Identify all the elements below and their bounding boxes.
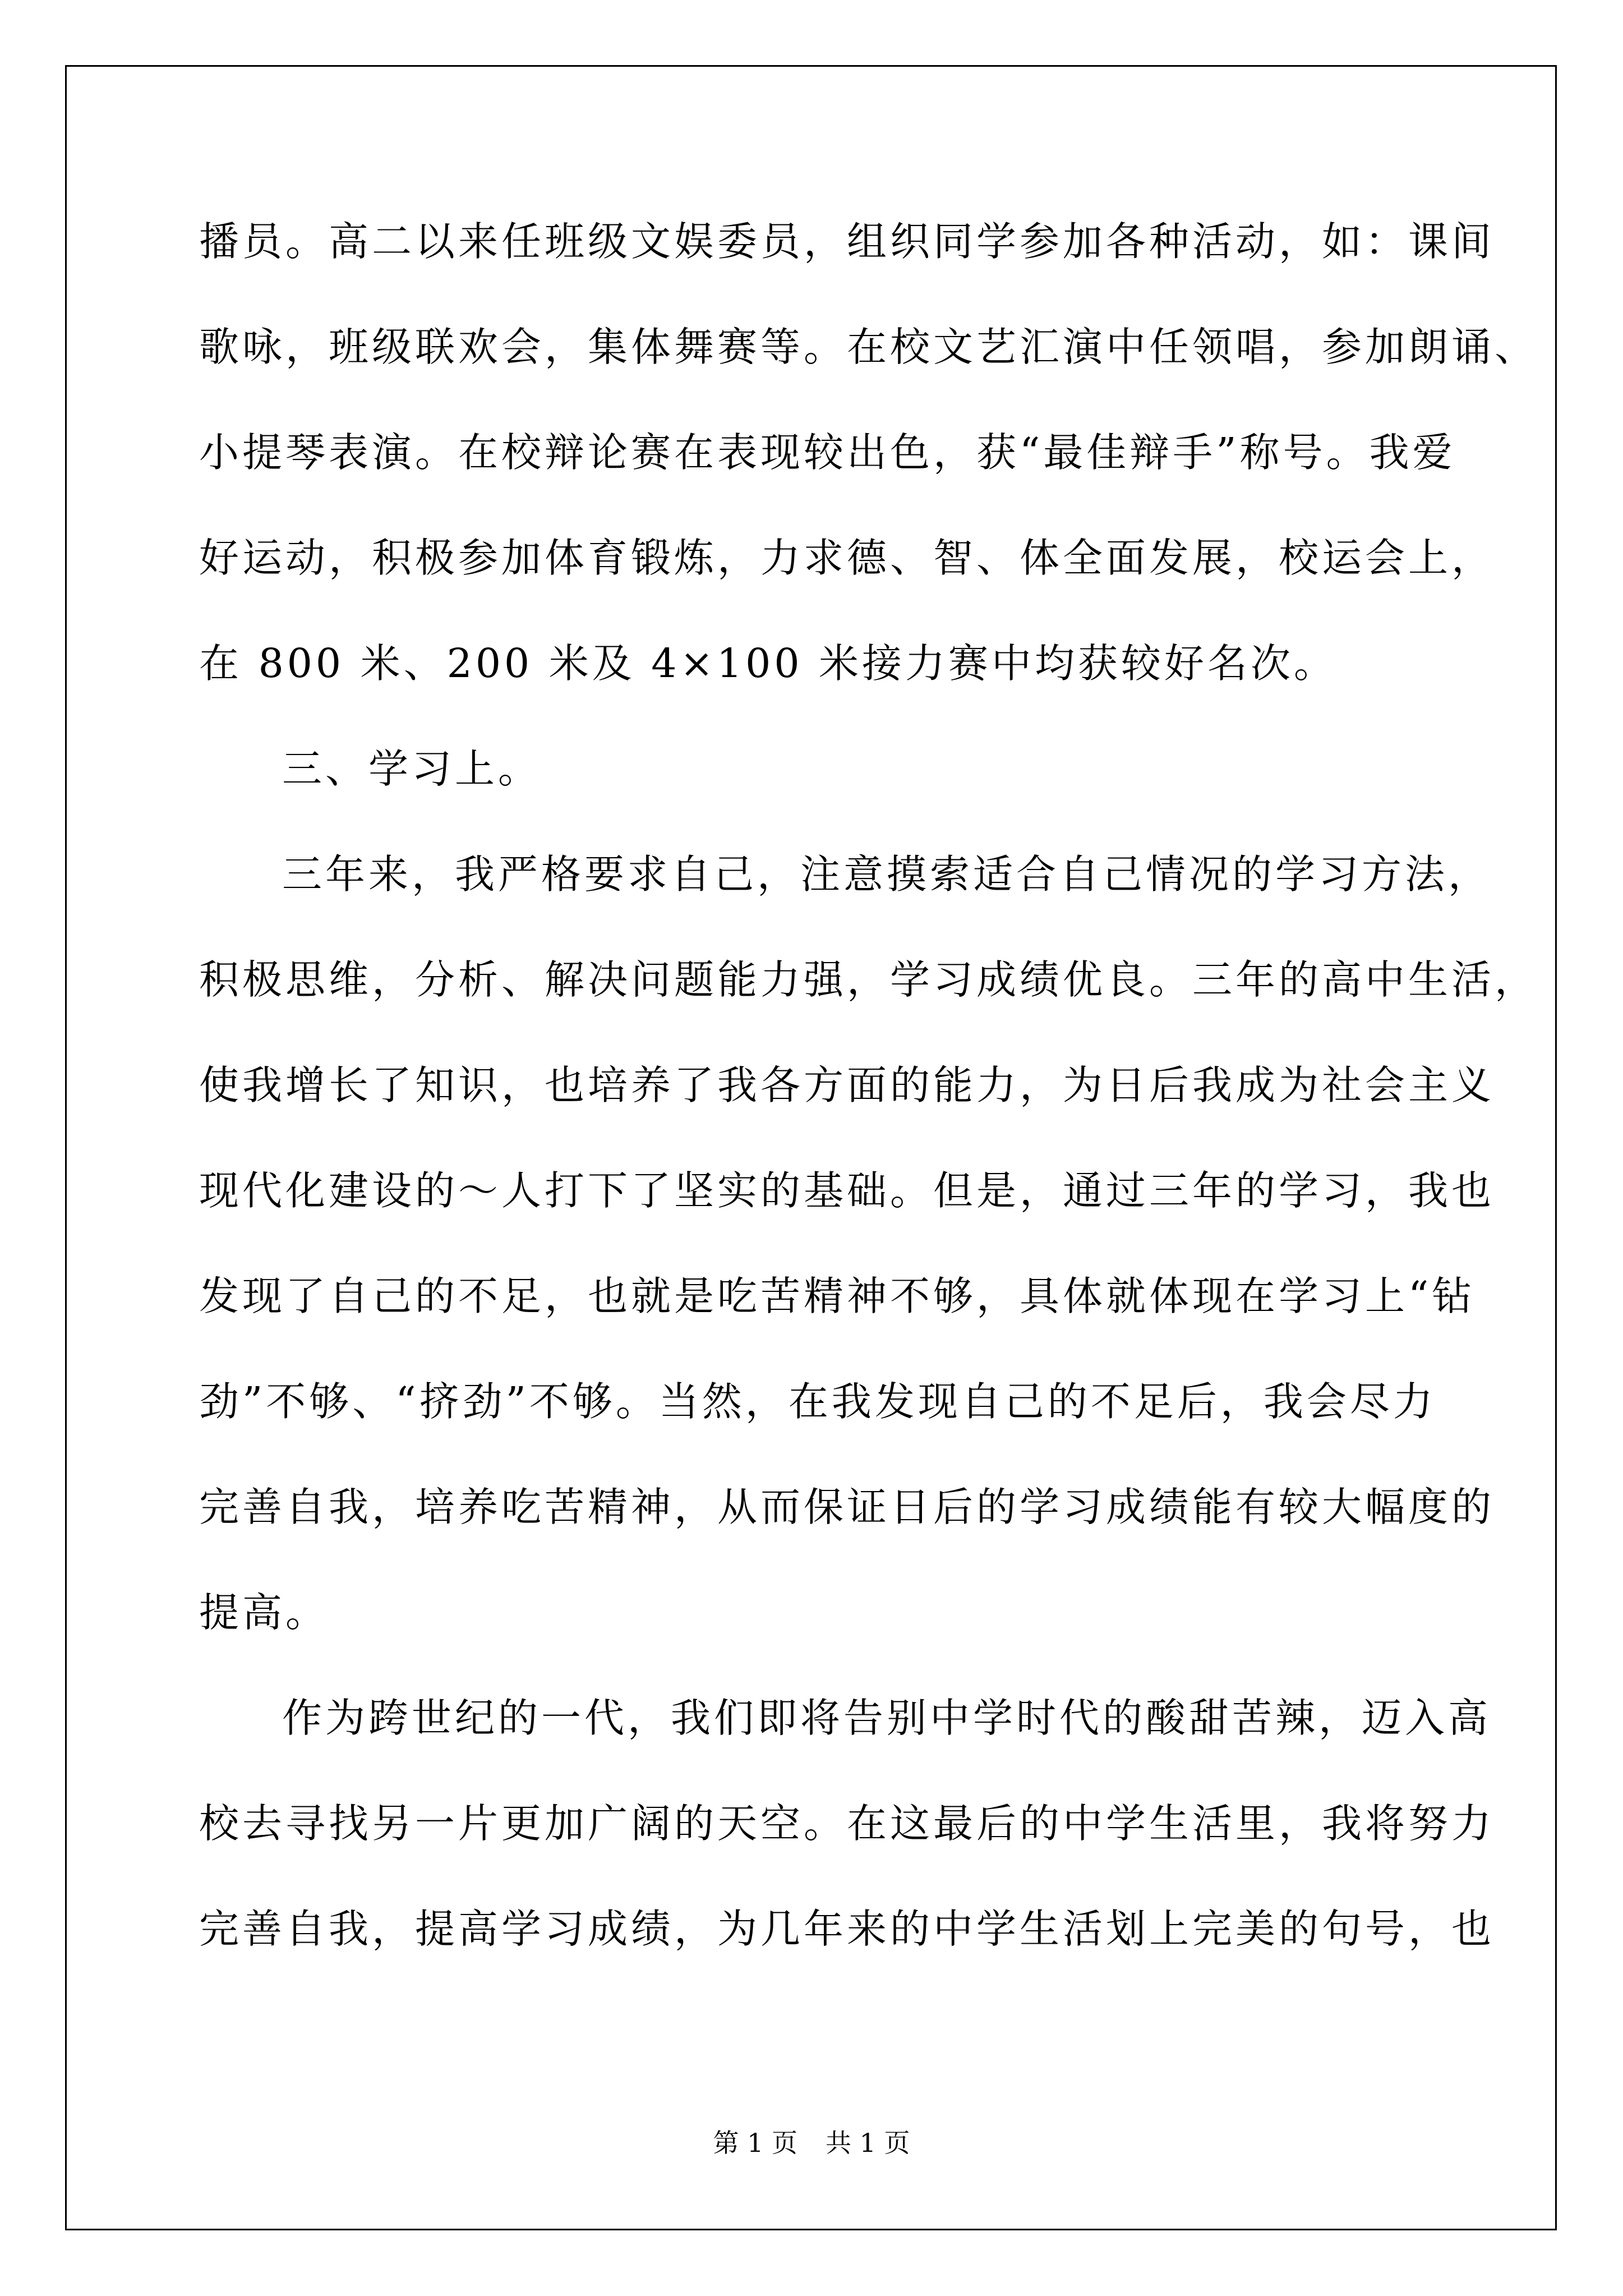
body-line: 播员。高二以来任班级文娱委员，组织同学参加各种活动，如：课间 [199,218,1495,265]
body-line: 发现了自己的不足，也就是吃苦精神不够，具体就体现在学习上“钻 [199,1273,1476,1319]
body-line: 积极思维，分析、解决问题能力强，学习成绩优良。三年的高中生活， [199,956,1538,1003]
body-line: 完善自我，提高学习成绩，为几年来的中学生活划上完美的句号，也 [199,1906,1495,1952]
body-line: 在 800 米、200 米及 4×100 米接力赛中均获较好名次。 [199,640,1338,687]
body-line: 校去寻找另一片更加广阔的天空。在这最后的中学生活里，我将努力 [199,1800,1495,1847]
body-line: 小提琴表演。在校辩论赛在表现较出色，获“最佳辩手”称号。我爱 [199,429,1456,476]
body-line: 好运动，积极参加体育锻炼，力求德、智、体全面发展，校运会上， [199,535,1495,581]
body-line: 歌咏，班级联欢会，集体舞赛等。在校文艺汇演中任领唱，参加朗诵、 [199,324,1538,370]
body-line: 作为跨世纪的一代，我们即将告别中学时代的酸甜苦辣，迈入高 [282,1695,1492,1741]
body-line: 劲”不够、“挤劲”不够。当然，在我发现自己的不足后，我会尽力 [199,1378,1436,1425]
body-line: 三年来，我严格要求自己，注意摸索适合自己情况的学习方法， [282,851,1492,898]
section-heading: 三、学习上。 [282,746,542,792]
body-line: 使我增长了知识，也培养了我各方面的能力，为日后我成为社会主义 [199,1062,1495,1108]
page-number: 第 1 页 [713,2128,797,2158]
body-line: 现代化建设的～人打下了坚实的基础。但是，通过三年的学习，我也 [199,1167,1495,1214]
body-line: 完善自我，培养吃苦精神，从而保证日后的学习成绩能有较大幅度的 [199,1484,1495,1530]
body-line: 提高。 [199,1589,329,1636]
page-total: 共 1 页 [826,2128,910,2158]
page-footer [0,2130,1623,2156]
